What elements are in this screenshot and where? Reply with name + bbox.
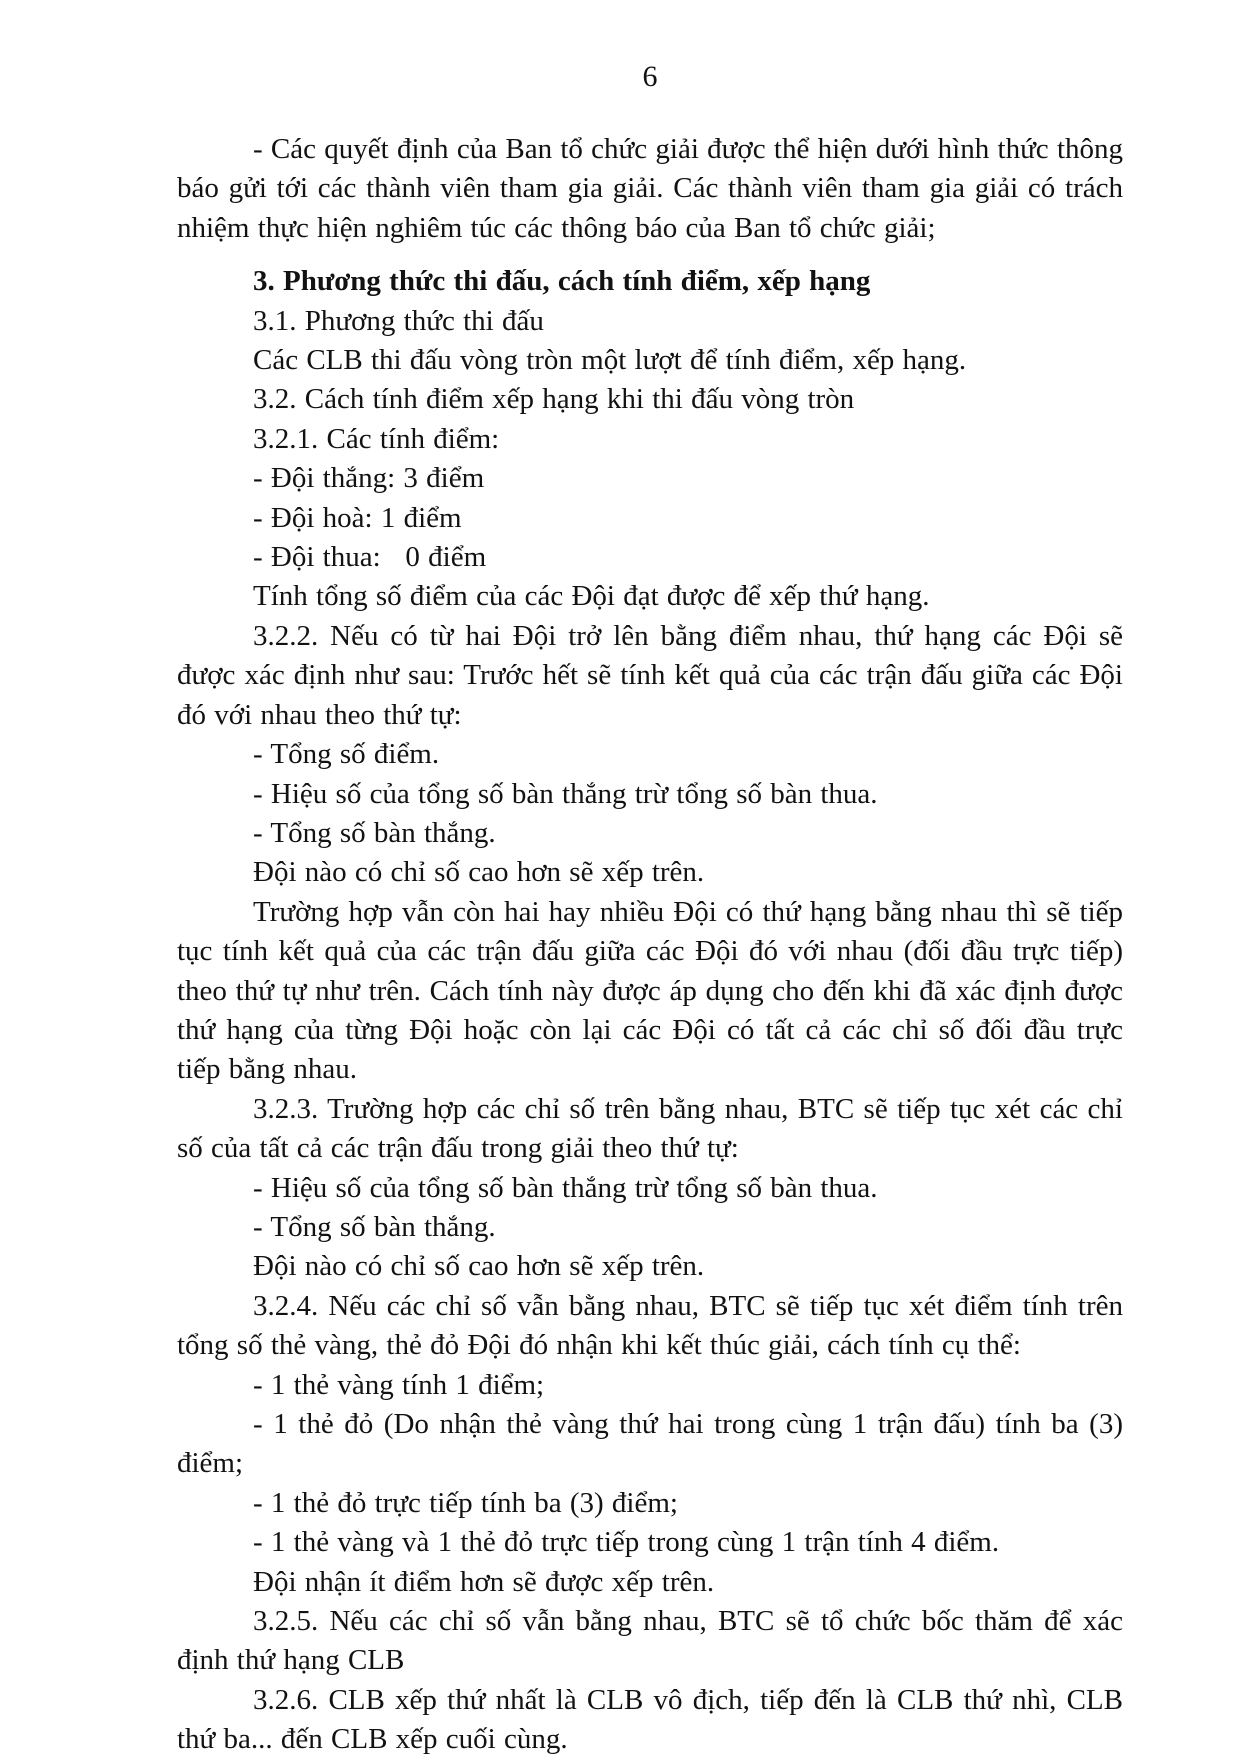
rule-lose-points: - Đội thua: 0 điểm xyxy=(253,541,487,574)
item-3-2-3-all-matches: 3.2.3. Trường hợp các chỉ số trên bằng nhau, BTC sẽ tiếp tục xét các chỉ số của tất cả các trận đấu trong giải theo thứ tự: xyxy=(177,1092,1123,1165)
card-yellow-plus-red: - 1 thẻ vàng và 1 thẻ đỏ trực tiếp trong cùng 1 trận tính 4 điểm. xyxy=(253,1526,1000,1559)
page-number: 6 xyxy=(642,60,658,93)
document-body xyxy=(177,130,1123,1754)
heading-section-3: 3. Phương thức thi đấu, cách tính điểm, xếp hạng xyxy=(253,265,871,298)
para-fewer-points-ranks: Đội nhận ít điểm hơn sẽ được xếp trên. xyxy=(253,1565,715,1598)
item-3-2-1-points: 3.2.1. Các tính điểm: xyxy=(253,422,500,455)
crit-total-points: - Tổng số điểm. xyxy=(253,738,440,771)
item-3-2-4-cards: 3.2.4. Nếu các chỉ số vẫn bằng nhau, BTC sẽ tiếp tục xét điểm tính trên tổng số thẻ vàng, thẻ đỏ Đội đó nhận khi kết thúc giải, cách tính cụ thể: xyxy=(177,1289,1123,1362)
item-3-2-6-champion: 3.2.6. CLB xếp thứ nhất là CLB vô địch, tiếp đến là CLB thứ nhì, CLB thứ ba... đến CLB xếp cuối cùng. xyxy=(177,1683,1123,1754)
card-yellow: - 1 thẻ vàng tính 1 điểm; xyxy=(253,1368,545,1401)
rule-draw-points: - Đội hoà: 1 điểm xyxy=(253,501,462,534)
para-head-to-head: Trường hợp vẫn còn hai hay nhiều Đội có thứ hạng bằng nhau thì sẽ tiếp tục tính kết quả của các trận đấu giữa các Đội đó với nhau (đối đầu trực tiếp) theo thứ tự như trên. Cách tính này được áp dụng cho đến khi đã xác định được thứ hạng của từng Đội hoặc còn lại các Đội có tất cả các chỉ số đối đầu trực tiếp bằng nhau. xyxy=(177,895,1123,1086)
rule-win-points: - Đội thắng: 3 điểm xyxy=(253,462,485,495)
card-red-second-yellow: - 1 thẻ đỏ (Do nhận thẻ vàng thứ hai trong cùng 1 trận đấu) tính ba (3) điểm; xyxy=(177,1408,1123,1480)
crit-goal-difference-2: - Hiệu số của tổng số bàn thắng trừ tổng số bàn thua. xyxy=(253,1171,878,1204)
para-higher-index-ranks-2: Đội nào có chỉ số cao hơn sẽ xếp trên. xyxy=(253,1250,705,1283)
crit-goals-scored: - Tổng số bàn thắng. xyxy=(253,816,496,849)
para-decisions-notice: - Các quyết định của Ban tổ chức giải được thể hiện dưới hình thức thông báo gửi tới các thành viên tham gia giải. Các thành viên tham gia giải có trách nhiệm thực hiện nghiêm túc các thông báo của Ban tổ chức giải; xyxy=(177,133,1123,244)
card-red-direct: - 1 thẻ đỏ trực tiếp tính ba (3) điểm; xyxy=(253,1486,678,1519)
item-3-1-method: 3.1. Phương thức thi đấu xyxy=(253,304,544,337)
para-total-points-ranking: Tính tổng số điểm của các Đội đạt được để xếp thứ hạng. xyxy=(253,580,930,613)
item-3-2-scoring: 3.2. Cách tính điểm xếp hạng khi thi đấu vòng tròn xyxy=(253,383,855,416)
crit-goal-difference: - Hiệu số của tổng số bàn thắng trừ tổng số bàn thua. xyxy=(253,777,878,810)
para-higher-index-ranks: Đội nào có chỉ số cao hơn sẽ xếp trên. xyxy=(253,856,705,889)
para-round-robin: Các CLB thi đấu vòng tròn một lượt để tính điểm, xếp hạng. xyxy=(253,344,967,377)
crit-goals-scored-2: - Tổng số bàn thắng. xyxy=(253,1210,496,1243)
item-3-2-2-tiebreak: 3.2.2. Nếu có từ hai Đội trở lên bằng điểm nhau, thứ hạng các Đội sẽ được xác định như sau: Trước hết sẽ tính kết quả của các trận đấu giữa các Đội đó với nhau theo thứ tự: xyxy=(177,619,1123,731)
item-3-2-5-drawing-lots: 3.2.5. Nếu các chỉ số vẫn bằng nhau, BTC sẽ tổ chức bốc thăm để xác định thứ hạng CLB xyxy=(177,1605,1123,1677)
